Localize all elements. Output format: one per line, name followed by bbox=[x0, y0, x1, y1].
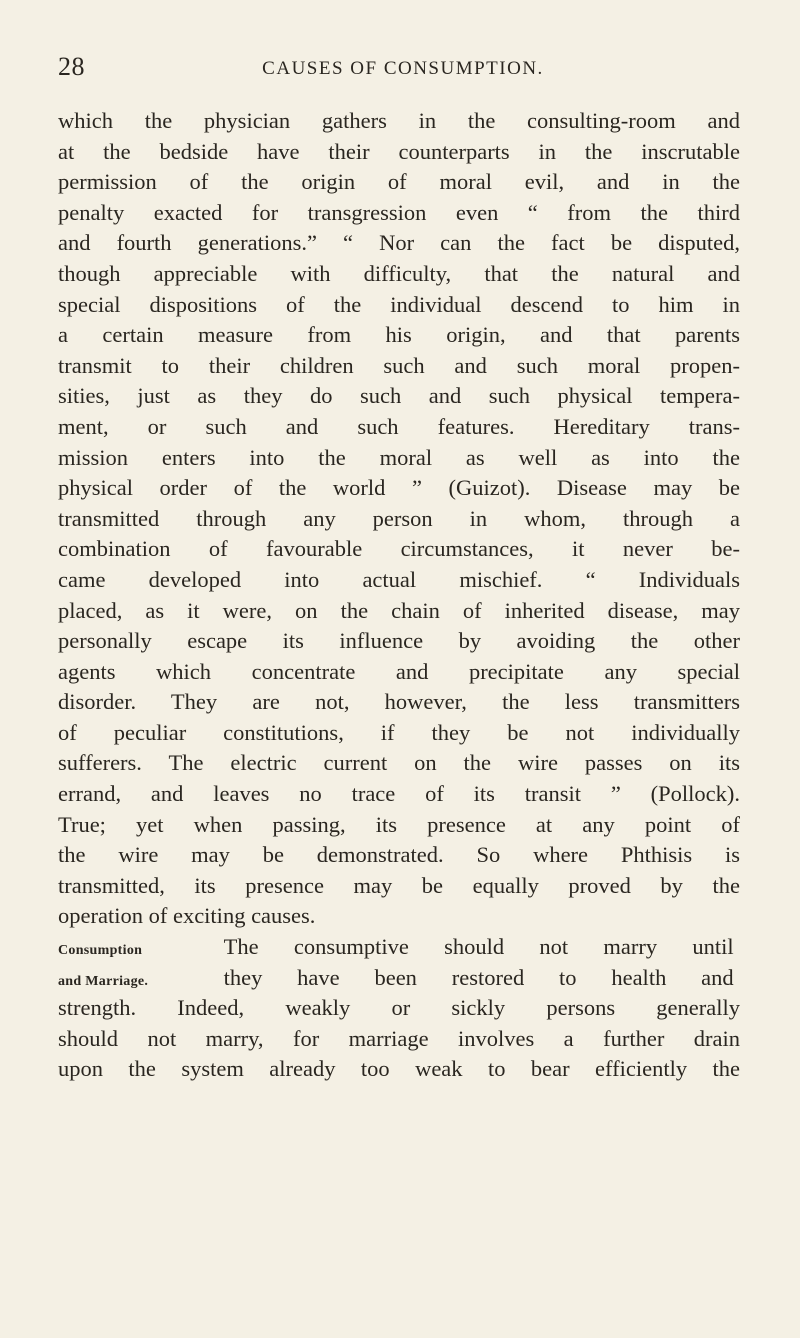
text-line-with-sidenote bbox=[58, 932, 740, 963]
text-line: a certain measure from his origin, and that parents bbox=[58, 322, 740, 348]
text-line: ment, or such and such features. Hereditary trans- bbox=[58, 413, 740, 439]
text-line: personally escape its influence by avoiding the other bbox=[58, 628, 740, 654]
text-line: operation of exciting causes. bbox=[58, 903, 316, 929]
text-line: errand, and leaves no trace of its transit ” (Pollock). bbox=[58, 781, 740, 807]
text-line: placed, as it were, on the chain of inherited disease, may bbox=[58, 597, 740, 623]
sidenote-marriage: and Marriage. bbox=[58, 973, 149, 989]
text-line: the wire may be demonstrated. So where Phthisis is bbox=[58, 842, 740, 868]
text-line: special dispositions of the individual descend to him in bbox=[58, 291, 740, 317]
page-number: 28 bbox=[58, 52, 85, 81]
text-line: transmit to their children such and such moral propen- bbox=[58, 352, 740, 378]
body-text bbox=[58, 106, 740, 1085]
text-line: of peculiar constitutions, if they be not individually bbox=[58, 719, 740, 745]
text-line: penalty exacted for transgression even “ from the third bbox=[58, 199, 740, 225]
running-title: CAUSES OF CONSUMPTION. bbox=[262, 58, 544, 79]
text-line: which the physician gathers in the consulting-room and bbox=[58, 108, 740, 133]
text-line: sities, just as they do such and such physical tempera- bbox=[58, 383, 740, 409]
text-line-fragment: The consumptive should not marry until bbox=[223, 934, 734, 960]
text-line: came developed into actual mischief. “ Individuals bbox=[58, 566, 740, 592]
text-line: though appreciable with difficulty, that the natural and bbox=[58, 260, 740, 286]
text-line-fragment: they have been restored to health and bbox=[223, 964, 734, 990]
text-line: strength. Indeed, weakly or sickly persons generally bbox=[58, 995, 740, 1021]
text-line-with-sidenote bbox=[58, 963, 740, 994]
text-line: upon the system already too weak to bear efficiently the bbox=[58, 1056, 740, 1082]
text-line: permission of the origin of moral evil, and in the bbox=[58, 169, 740, 195]
text-line: transmitted through any person in whom, through a bbox=[58, 505, 740, 531]
running-head bbox=[58, 52, 748, 82]
text-line: mission enters into the moral as well as into the bbox=[58, 444, 740, 470]
text-line: disorder. They are not, however, the less transmitters bbox=[58, 689, 740, 715]
text-line: combination of favourable circumstances, it never be- bbox=[58, 536, 740, 562]
text-line: agents which concentrate and precipitate any special bbox=[58, 658, 740, 684]
sidenote-consumption: Consumption bbox=[58, 943, 143, 959]
text-line: sufferers. The electric current on the wire passes on its bbox=[58, 750, 740, 776]
text-line: True; yet when passing, its presence at any point of bbox=[58, 811, 740, 837]
text-line: should not marry, for marriage involves a further drain bbox=[58, 1025, 740, 1051]
text-line: physical order of the world ” (Guizot). Disease may be bbox=[58, 475, 740, 501]
text-line: at the bedside have their counterparts in the inscrutable bbox=[58, 138, 740, 164]
text-line: transmitted, its presence may be equally proved by the bbox=[58, 872, 740, 898]
text-line: and fourth generations.” “ Nor can the fact be disputed, bbox=[58, 230, 740, 256]
